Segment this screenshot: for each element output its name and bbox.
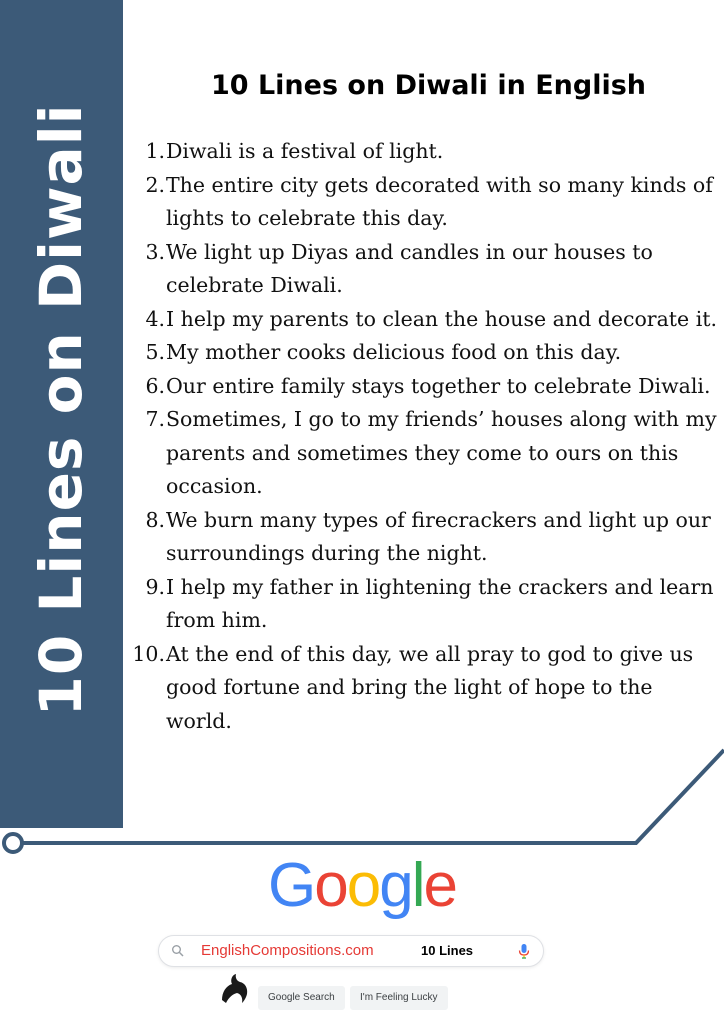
item-text: I help my father in lightening the crackers and learn from him. [166, 574, 714, 632]
divider-line [23, 750, 724, 843]
mic-icon[interactable] [517, 943, 531, 959]
google-letter: l [411, 851, 424, 920]
google-logo [0, 850, 724, 921]
item-number: 4. [145, 306, 165, 331]
google-letter: o [314, 851, 347, 920]
item-text: Diwali is a festival of light. [166, 139, 444, 163]
item-text: The entire city gets decorated with so many kinds of lights to celebrate this day. [166, 172, 713, 230]
search-icon [171, 944, 185, 958]
bird-logo [216, 970, 252, 1006]
item-number: 6. [145, 373, 165, 398]
item-number: 2. [145, 172, 165, 197]
item-text: At the end of this day, we all pray to god to give us good fortune and bring the light of hope to the world. [166, 641, 694, 733]
item-number: 9. [145, 574, 165, 599]
item-text: Sometimes, I go to my friends’ houses along with my parents and sometimes they come to ours on this occasion. [166, 407, 717, 498]
google-letter: o [346, 851, 380, 920]
item-text: Our entire family stays together to celebrate Diwali. [166, 373, 711, 398]
side-title: 10 Lines on Diwali [27, 103, 95, 717]
google-search-button[interactable]: Google Search [258, 986, 345, 1010]
item-text: My mother cooks delicious food on this day. [166, 340, 622, 364]
item-number: 8. [145, 507, 165, 532]
search-query-text: 10 Lines [421, 943, 474, 958]
item-number: 3. [145, 239, 165, 264]
google-letter: g [379, 851, 412, 920]
item-number: 1. [145, 139, 165, 163]
search-site-text: EnglishCompositions.com [201, 942, 374, 959]
search-input[interactable] [158, 935, 544, 967]
item-number: 7. [145, 407, 165, 431]
item-text: We light up Diyas and candles in our houses to celebrate Diwali. [166, 239, 653, 297]
google-letter: G [268, 851, 315, 920]
item-number: 10. [132, 641, 165, 666]
feeling-lucky-button[interactable]: I'm Feeling Lucky [350, 986, 448, 1010]
item-number: 5. [145, 340, 165, 364]
google-letter: e [423, 851, 456, 920]
page-title: 10 Lines on Diwali in English [210, 70, 647, 101]
item-text: We burn many types of firecrackers and light up our surroundings during the night. [166, 507, 711, 565]
item-text: I help my parents to clean the house and decorate it. [166, 306, 718, 331]
